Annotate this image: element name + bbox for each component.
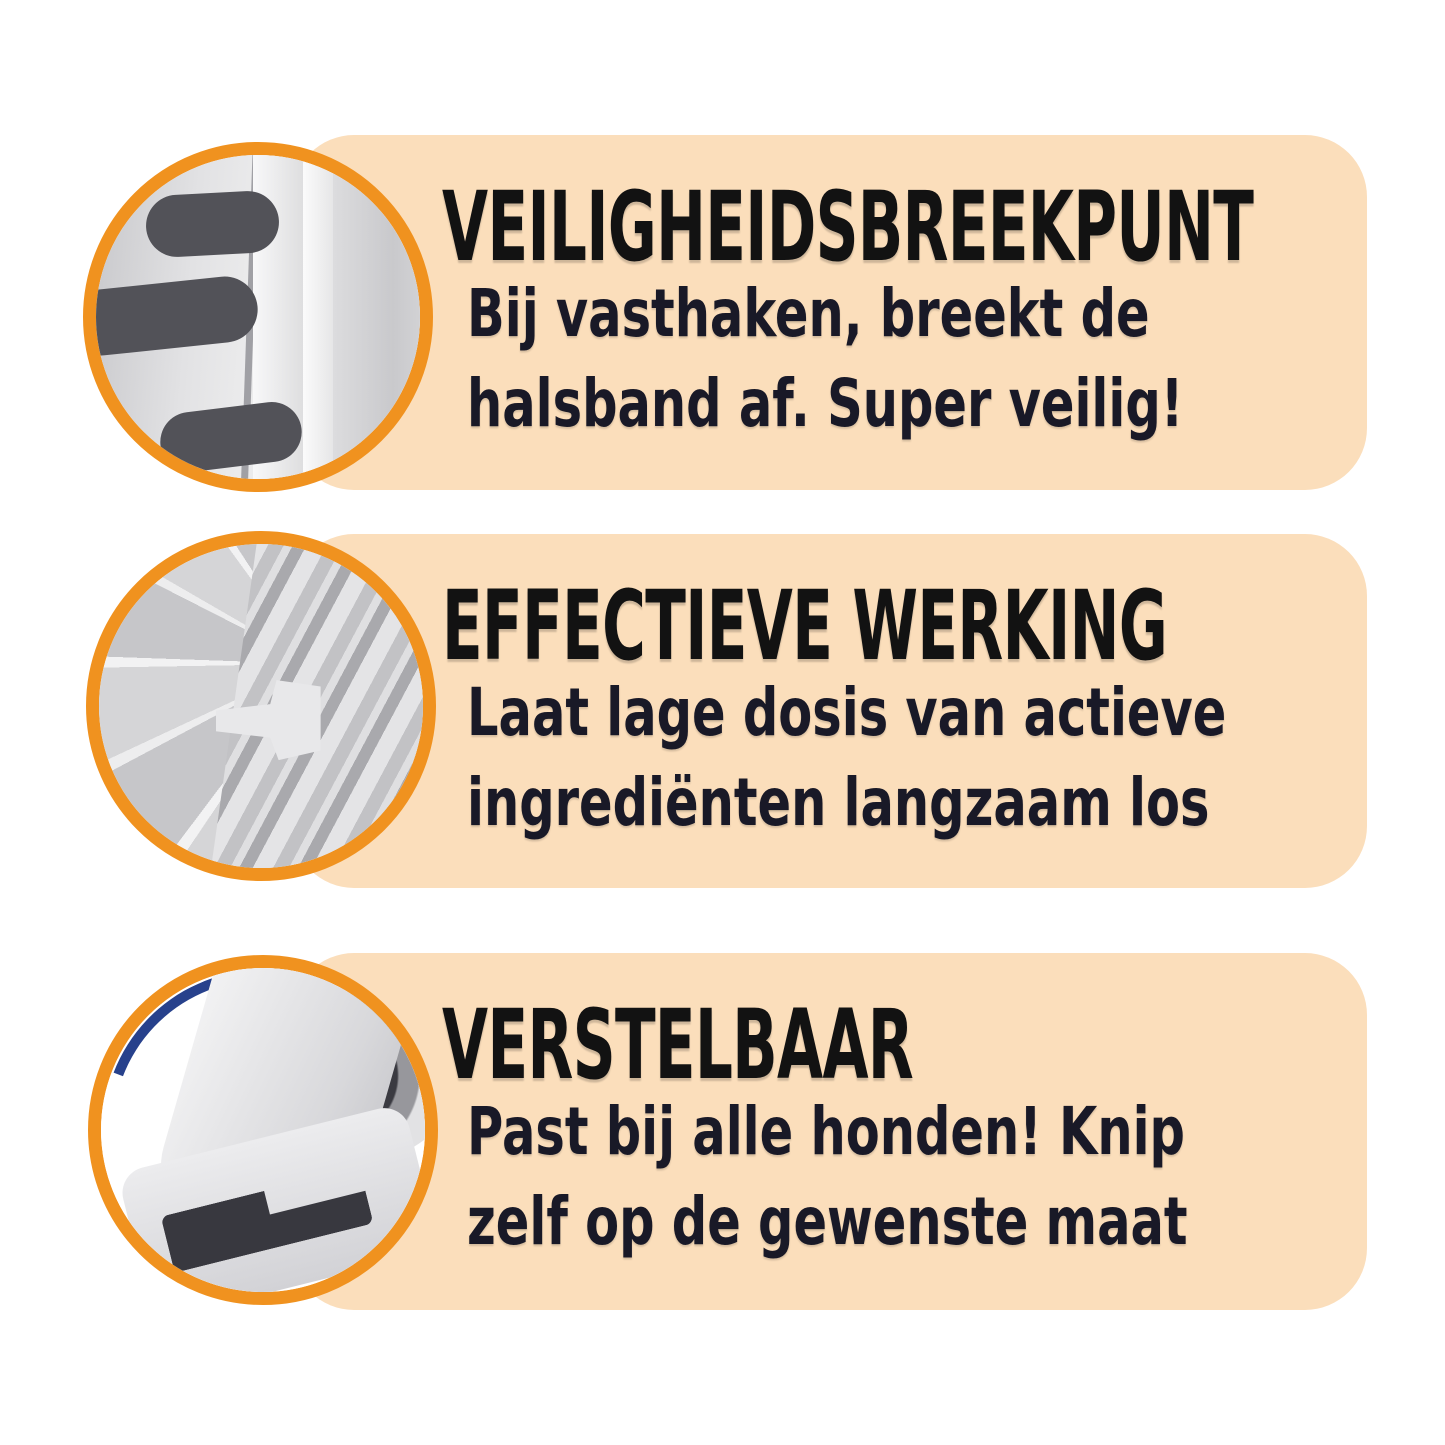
description-line-1: Laat lage dosis van actieve — [467, 674, 1227, 751]
feature-card-veiligheidsbreekpunt — [292, 135, 1367, 490]
feature-card-verstelbaar — [292, 953, 1367, 1310]
description-line-2: ingrediënten langzaam los — [467, 764, 1210, 841]
feature-description — [467, 668, 1226, 848]
collar-band-edge — [333, 155, 433, 479]
buckle-slot — [161, 1167, 374, 1273]
description-line-1: Past bij alle honden! Knip — [467, 1093, 1185, 1170]
dark-rubber-pad-top — [144, 190, 280, 259]
feature-title: VERSTELBAAR — [442, 989, 914, 1101]
collar-coil-photo — [86, 531, 436, 881]
feature-title: VEILIGHEIDSBREEKPUNT — [442, 171, 1254, 283]
description-line-1: Bij vasthaken, breekt de — [467, 275, 1150, 352]
feature-title: EFFECTIEVE WERKING — [442, 570, 1168, 682]
feature-card-effectieve-werking — [292, 534, 1367, 888]
collar-buckle-photo — [88, 955, 438, 1305]
feature-description — [467, 1087, 1188, 1267]
plastic-ridge-highlight — [303, 155, 333, 479]
collar-safety-breakpoint-photo — [83, 142, 433, 492]
description-line-2: zelf op de gewenste maat — [467, 1183, 1188, 1260]
feature-description — [467, 269, 1183, 449]
description-line-2: halsband af. Super veilig! — [467, 365, 1184, 442]
